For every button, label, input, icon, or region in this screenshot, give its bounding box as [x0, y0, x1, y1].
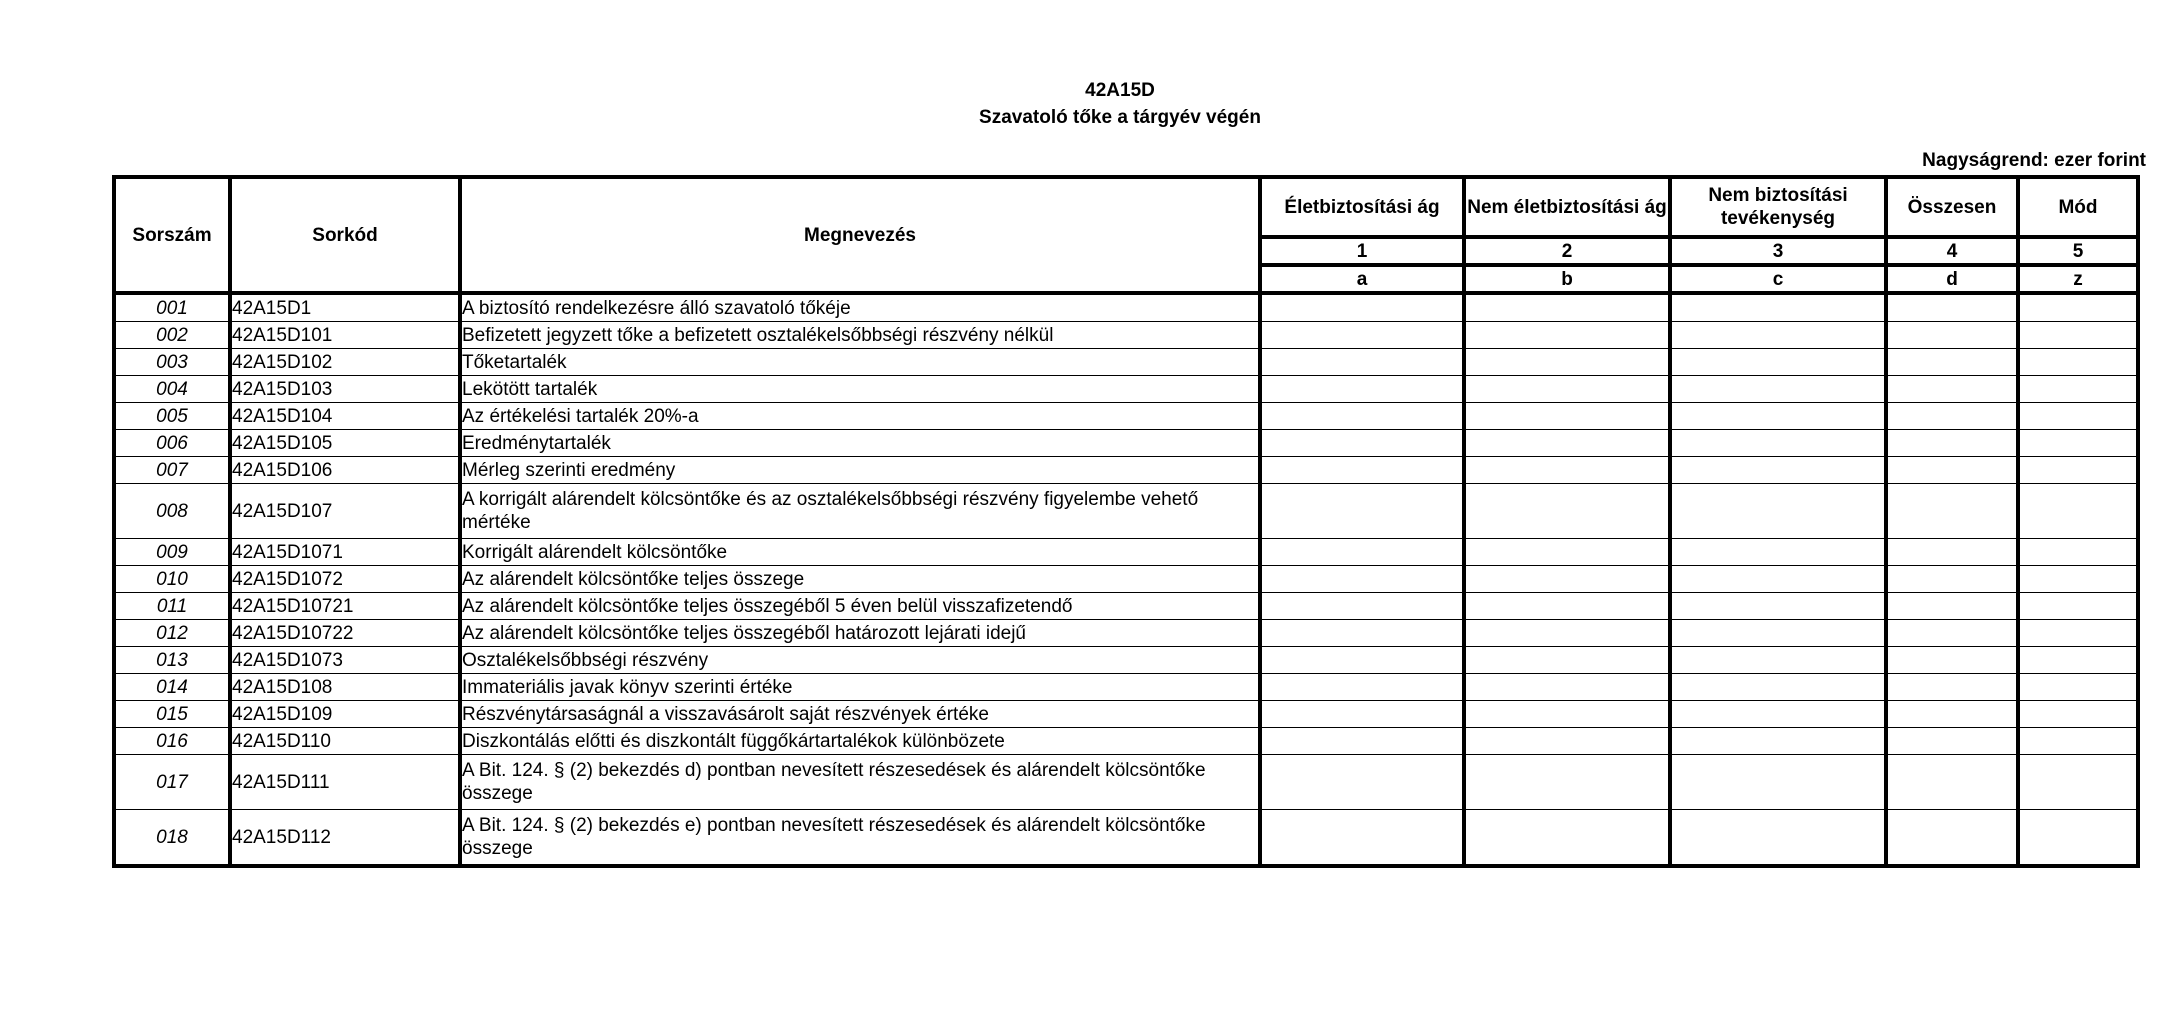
col-header-mod: Mód [2018, 177, 2138, 237]
cell-eletbiztositasi[interactable] [1260, 349, 1464, 376]
row-code: 42A15D101 [230, 322, 460, 349]
table-row [114, 322, 2138, 349]
row-description: Az alárendelt kölcsöntőke teljes összegéből 5 éven belül visszafizetendő [460, 593, 1260, 620]
cell-osszesen[interactable] [1886, 403, 2018, 430]
col-letter-z: z [2018, 265, 2138, 293]
col-header-osszesen: Összesen [1886, 177, 2018, 237]
col-number-3: 3 [1670, 237, 1886, 265]
row-description: A Bit. 124. § (2) bekezdés e) pontban nevesített részesedések és alárendelt kölcsöntőke összege [460, 810, 1260, 867]
unit-label: Nagyságrend: ezer forint [1922, 150, 2146, 171]
col-header-nem-biztositasi: Nem biztosítási tevékenység [1670, 177, 1886, 237]
table-row [114, 620, 2138, 647]
row-code: 42A15D109 [230, 701, 460, 728]
col-letter-d: d [1886, 265, 2018, 293]
cell-osszesen[interactable] [1886, 322, 2018, 349]
col-header-nem-eletbiztositasi: Nem életbiztosítási ág [1464, 177, 1670, 237]
cell-nem-eletbiztositasi[interactable] [1464, 484, 1670, 539]
table-row [114, 593, 2138, 620]
cell-osszesen[interactable] [1886, 539, 2018, 566]
table-row [114, 376, 2138, 403]
table-row [114, 484, 2138, 539]
row-description: Az alárendelt kölcsöntőke teljes összegéből határozott lejárati idejű [460, 620, 1260, 647]
cell-mod[interactable] [2018, 403, 2138, 430]
cell-osszesen[interactable] [1886, 755, 2018, 810]
row-description: Mérleg szerinti eredmény [460, 457, 1260, 484]
col-number-2: 2 [1464, 237, 1670, 265]
cell-osszesen[interactable] [1886, 647, 2018, 674]
row-code: 42A15D102 [230, 349, 460, 376]
row-code: 42A15D1071 [230, 539, 460, 566]
row-number: 005 [114, 403, 230, 430]
cell-osszesen[interactable] [1886, 810, 2018, 867]
cell-osszesen[interactable] [1886, 566, 2018, 593]
row-description: Immateriális javak könyv szerinti értéke [460, 674, 1260, 701]
cell-nem-eletbiztositasi[interactable] [1464, 593, 1670, 620]
cell-nem-biztositasi[interactable] [1670, 566, 1886, 593]
cell-eletbiztositasi[interactable] [1260, 701, 1464, 728]
cell-eletbiztositasi[interactable] [1260, 593, 1464, 620]
cell-nem-eletbiztositasi[interactable] [1464, 403, 1670, 430]
row-number: 013 [114, 647, 230, 674]
cell-mod[interactable] [2018, 701, 2138, 728]
table-row [114, 647, 2138, 674]
row-code: 42A15D111 [230, 755, 460, 810]
cell-nem-eletbiztositasi[interactable] [1464, 293, 1670, 322]
cell-nem-biztositasi[interactable] [1670, 293, 1886, 322]
cell-osszesen[interactable] [1886, 593, 2018, 620]
row-number: 010 [114, 566, 230, 593]
cell-osszesen[interactable] [1886, 701, 2018, 728]
cell-eletbiztositasi[interactable] [1260, 376, 1464, 403]
cell-nem-eletbiztositasi[interactable] [1464, 755, 1670, 810]
table-row [114, 566, 2138, 593]
cell-nem-biztositasi[interactable] [1670, 349, 1886, 376]
row-number: 009 [114, 539, 230, 566]
table-row [114, 457, 2138, 484]
cell-nem-eletbiztositasi[interactable] [1464, 701, 1670, 728]
cell-mod[interactable] [2018, 376, 2138, 403]
cell-osszesen[interactable] [1886, 293, 2018, 322]
row-description: Diszkontálás előtti és diszkontált függőkártartalékok különbözete [460, 728, 1260, 755]
cell-mod[interactable] [2018, 647, 2138, 674]
cell-mod[interactable] [2018, 293, 2138, 322]
row-description: Részvénytársaságnál a visszavásárolt saját részvények értéke [460, 701, 1260, 728]
cell-osszesen[interactable] [1886, 349, 2018, 376]
row-code: 42A15D1072 [230, 566, 460, 593]
col-number-4: 4 [1886, 237, 2018, 265]
cell-mod[interactable] [2018, 755, 2138, 810]
cell-nem-eletbiztositasi[interactable] [1464, 810, 1670, 867]
table-row [114, 728, 2138, 755]
cell-nem-eletbiztositasi[interactable] [1464, 539, 1670, 566]
row-code: 42A15D104 [230, 403, 460, 430]
row-number: 015 [114, 701, 230, 728]
row-number: 018 [114, 810, 230, 867]
cell-nem-eletbiztositasi[interactable] [1464, 322, 1670, 349]
col-header-eletbiztositasi: Életbiztosítási ág [1260, 177, 1464, 237]
cell-nem-eletbiztositasi[interactable] [1464, 457, 1670, 484]
row-code: 42A15D103 [230, 376, 460, 403]
row-number: 006 [114, 430, 230, 457]
cell-eletbiztositasi[interactable] [1260, 728, 1464, 755]
cell-nem-biztositasi[interactable] [1670, 755, 1886, 810]
row-description: A Bit. 124. § (2) bekezdés d) pontban nevesített részesedések és alárendelt kölcsöntőke összege [460, 755, 1260, 810]
cell-mod[interactable] [2018, 349, 2138, 376]
row-number: 012 [114, 620, 230, 647]
cell-nem-biztositasi[interactable] [1670, 484, 1886, 539]
data-table [112, 175, 2140, 868]
cell-nem-biztositasi[interactable] [1670, 674, 1886, 701]
row-description: Az alárendelt kölcsöntőke teljes összege [460, 566, 1260, 593]
row-description: Tőketartalék [460, 349, 1260, 376]
cell-mod[interactable] [2018, 593, 2138, 620]
cell-mod[interactable] [2018, 728, 2138, 755]
row-number: 016 [114, 728, 230, 755]
col-letter-b: b [1464, 265, 1670, 293]
row-code: 42A15D108 [230, 674, 460, 701]
col-header-sorszam: Sorszám [114, 177, 230, 293]
cell-nem-biztositasi[interactable] [1670, 376, 1886, 403]
row-code: 42A15D10722 [230, 620, 460, 647]
cell-nem-biztositasi[interactable] [1670, 810, 1886, 867]
cell-nem-eletbiztositasi[interactable] [1464, 430, 1670, 457]
table-row [114, 539, 2138, 566]
table-row [114, 403, 2138, 430]
row-number: 002 [114, 322, 230, 349]
cell-nem-biztositasi[interactable] [1670, 620, 1886, 647]
cell-mod[interactable] [2018, 457, 2138, 484]
row-number: 011 [114, 593, 230, 620]
cell-eletbiztositasi[interactable] [1260, 810, 1464, 867]
cell-nem-biztositasi[interactable] [1670, 322, 1886, 349]
cell-eletbiztositasi[interactable] [1260, 484, 1464, 539]
col-letter-a: a [1260, 265, 1464, 293]
table-row [114, 755, 2138, 810]
cell-eletbiztositasi[interactable] [1260, 322, 1464, 349]
cell-nem-biztositasi[interactable] [1670, 457, 1886, 484]
row-code: 42A15D1 [230, 293, 460, 322]
cell-eletbiztositasi[interactable] [1260, 457, 1464, 484]
row-number: 003 [114, 349, 230, 376]
cell-osszesen[interactable] [1886, 457, 2018, 484]
row-description: A biztosító rendelkezésre álló szavatoló tőkéje [460, 293, 1260, 322]
col-number-5: 5 [2018, 237, 2138, 265]
col-header-sorkod: Sorkód [230, 177, 460, 293]
table-row [114, 674, 2138, 701]
cell-eletbiztositasi[interactable] [1260, 755, 1464, 810]
form-code: 42A15D [1085, 80, 1155, 101]
cell-mod[interactable] [2018, 566, 2138, 593]
col-letter-c: c [1670, 265, 1886, 293]
cell-eletbiztositasi[interactable] [1260, 620, 1464, 647]
cell-mod[interactable] [2018, 810, 2138, 867]
cell-mod[interactable] [2018, 539, 2138, 566]
table-body [114, 293, 2138, 866]
cell-eletbiztositasi[interactable] [1260, 430, 1464, 457]
cell-mod[interactable] [2018, 674, 2138, 701]
row-code: 42A15D10721 [230, 593, 460, 620]
cell-mod[interactable] [2018, 620, 2138, 647]
cell-eletbiztositasi[interactable] [1260, 647, 1464, 674]
col-number-1: 1 [1260, 237, 1464, 265]
row-code: 42A15D107 [230, 484, 460, 539]
row-code: 42A15D110 [230, 728, 460, 755]
cell-osszesen[interactable] [1886, 674, 2018, 701]
row-description: Eredménytartalék [460, 430, 1260, 457]
cell-nem-eletbiztositasi[interactable] [1464, 349, 1670, 376]
cell-nem-eletbiztositasi[interactable] [1464, 620, 1670, 647]
row-code: 42A15D112 [230, 810, 460, 867]
cell-osszesen[interactable] [1886, 376, 2018, 403]
col-header-megnevezes: Megnevezés [460, 177, 1260, 293]
row-description: Az értékelési tartalék 20%-a [460, 403, 1260, 430]
table-row [114, 293, 2138, 322]
cell-mod[interactable] [2018, 430, 2138, 457]
row-number: 007 [114, 457, 230, 484]
table-row [114, 430, 2138, 457]
table-row [114, 701, 2138, 728]
cell-osszesen[interactable] [1886, 484, 2018, 539]
cell-nem-biztositasi[interactable] [1670, 430, 1886, 457]
row-number: 001 [114, 293, 230, 322]
cell-osszesen[interactable] [1886, 620, 2018, 647]
form-title: Szavatoló tőke a tárgyév végén [979, 107, 1261, 128]
row-description: Osztalékelsőbbségi részvény [460, 647, 1260, 674]
row-number: 008 [114, 484, 230, 539]
cell-nem-eletbiztositasi[interactable] [1464, 728, 1670, 755]
cell-nem-biztositasi[interactable] [1670, 593, 1886, 620]
cell-nem-eletbiztositasi[interactable] [1464, 566, 1670, 593]
cell-eletbiztositasi[interactable] [1260, 566, 1464, 593]
row-code: 42A15D1073 [230, 647, 460, 674]
cell-nem-eletbiztositasi[interactable] [1464, 674, 1670, 701]
cell-mod[interactable] [2018, 322, 2138, 349]
row-number: 017 [114, 755, 230, 810]
cell-nem-biztositasi[interactable] [1670, 728, 1886, 755]
cell-osszesen[interactable] [1886, 728, 2018, 755]
row-description: A korrigált alárendelt kölcsöntőke és az osztalékelsőbbségi részvény figyelembe vehető mértéke [460, 484, 1260, 539]
cell-nem-biztositasi[interactable] [1670, 403, 1886, 430]
cell-eletbiztositasi[interactable] [1260, 293, 1464, 322]
cell-nem-eletbiztositasi[interactable] [1464, 376, 1670, 403]
cell-nem-biztositasi[interactable] [1670, 539, 1886, 566]
table-row [114, 349, 2138, 376]
row-code: 42A15D105 [230, 430, 460, 457]
cell-eletbiztositasi[interactable] [1260, 403, 1464, 430]
cell-eletbiztositasi[interactable] [1260, 674, 1464, 701]
row-number: 004 [114, 376, 230, 403]
cell-mod[interactable] [2018, 484, 2138, 539]
row-description: Korrigált alárendelt kölcsöntőke [460, 539, 1260, 566]
row-description: Befizetett jegyzett tőke a befizetett osztalékelsőbbségi részvény nélkül [460, 322, 1260, 349]
cell-nem-biztositasi[interactable] [1670, 701, 1886, 728]
row-number: 014 [114, 674, 230, 701]
cell-nem-eletbiztositasi[interactable] [1464, 647, 1670, 674]
table-row [114, 810, 2138, 867]
row-description: Lekötött tartalék [460, 376, 1260, 403]
cell-osszesen[interactable] [1886, 430, 2018, 457]
row-code: 42A15D106 [230, 457, 460, 484]
cell-eletbiztositasi[interactable] [1260, 539, 1464, 566]
cell-nem-biztositasi[interactable] [1670, 647, 1886, 674]
